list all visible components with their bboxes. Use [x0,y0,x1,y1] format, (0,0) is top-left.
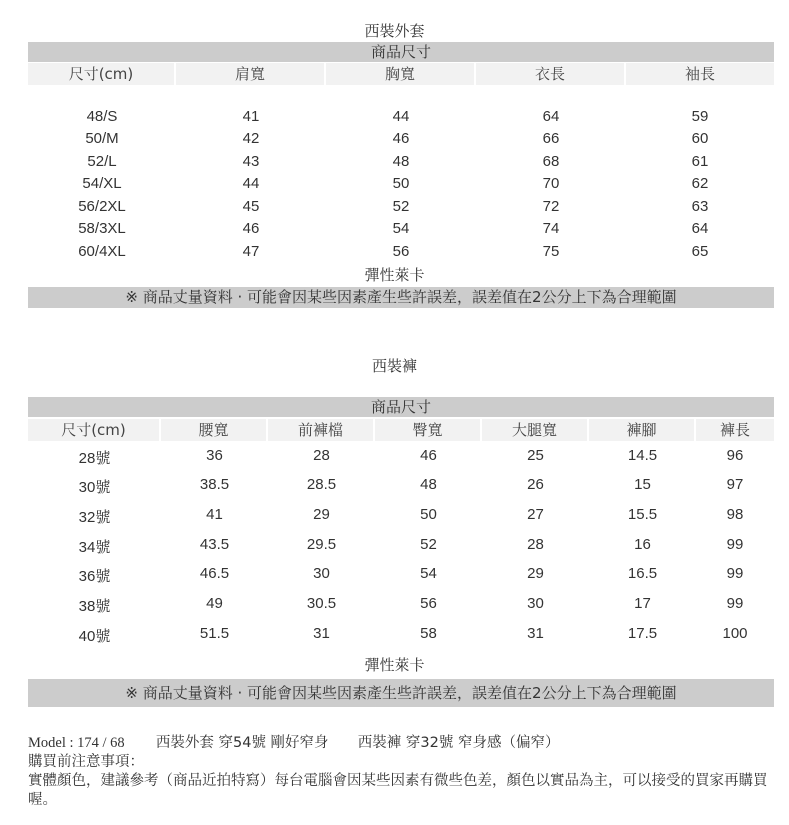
pants-fabric: 彈性萊卡 [364,656,425,674]
pants-cell: 16 [634,536,651,553]
table-row [28,153,774,170]
pants-cell: 43.5 [199,536,230,553]
model-jacket-fit: 西裝外套 穿54號 剛好窄身 [155,735,329,751]
jacket-fabric: 彈性萊卡 [364,266,425,284]
jacket-header-cell: 衣長 [476,63,626,85]
table-row [28,506,774,527]
jacket-size-label: 54/XL [82,175,122,192]
pants-cell: 36 [206,447,223,464]
jacket-cell: 50 [392,175,410,192]
jacket-cell: 43 [242,153,260,170]
pants-size-label: 38號 [78,598,111,615]
table-row [28,108,774,125]
jacket-header-cell: 袖長 [626,63,774,85]
table-row [28,536,774,557]
pants-cell: 54 [420,565,437,582]
pants-cell: 56 [420,595,437,612]
pants-cell: 41 [206,506,223,523]
jacket-cell: 47 [242,243,260,260]
pants-cell: 46 [420,447,437,464]
pants-header-cell: 前褲檔 [268,419,375,441]
jacket-size-label: 56/2XL [78,198,126,215]
pants-size-label: 40號 [78,628,111,645]
jacket-cell: 63 [691,198,709,215]
pants-cell: 26 [527,476,544,493]
pants-cell: 29 [313,506,330,523]
pants-cell: 17 [634,595,651,612]
pants-cell: 46.5 [199,565,230,582]
pants-disclaimer: ※ 商品丈量資料 · 可能會因某些因素產生些許誤差，誤差值在2公分上下為合理範圍 [28,679,774,707]
jacket-header-cell: 肩寬 [176,63,326,85]
jacket-cell: 42 [242,130,260,147]
pants-cell: 58 [420,625,437,642]
jacket-cell: 41 [242,108,260,125]
pants-title: 西裝褲 [371,357,417,375]
pants-cell: 15.5 [627,506,658,523]
jacket-cell: 65 [691,243,709,260]
jacket-cell: 68 [542,153,560,170]
pants-cell: 28 [313,447,330,464]
pants-cell: 99 [726,565,744,582]
pants-cell: 31 [313,625,330,642]
pants-cell: 96 [726,447,744,464]
jacket-cell: 64 [542,108,560,125]
jacket-cell: 60 [691,130,709,147]
pants-cell: 50 [420,506,437,523]
pants-cell: 38.5 [199,476,230,493]
jacket-cell: 46 [392,130,410,147]
pants-cell: 48 [420,476,437,493]
pants-band: 商品尺寸 [28,397,774,417]
jacket-cell: 56 [392,243,410,260]
pants-cell: 49 [206,595,223,612]
jacket-cell: 64 [691,220,709,237]
pants-cell: 28.5 [306,476,337,493]
table-row [28,565,774,586]
jacket-header-row [28,63,774,85]
jacket-cell: 66 [542,130,560,147]
jacket-band: 商品尺寸 [28,42,774,62]
pants-cell: 97 [726,476,744,493]
jacket-cell: 46 [242,220,260,237]
jacket-cell: 45 [242,198,260,215]
pants-size-label: 36號 [78,568,111,585]
pants-cell: 31 [527,625,544,642]
notes-heading: 購買前注意事項： [28,754,144,770]
pants-cell: 25 [527,447,544,464]
pants-cell: 16.5 [627,565,658,582]
pants-header-row [28,419,774,441]
notes-body: 實體顏色，建議參考（商品近拍特寫）每台電腦會因某些因素有微些色差，顏色以實品為主，可以接受的買家再購買喔。 [28,773,768,808]
jacket-cell: 44 [392,108,410,125]
pants-cell: 30 [313,565,330,582]
pants-header-cell: 褲長 [696,419,774,441]
table-row [28,220,774,237]
jacket-size-label: 50/M [85,130,119,147]
pants-cell: 27 [527,506,544,523]
jacket-cell: 70 [542,175,560,192]
pants-cell: 98 [726,506,744,523]
pants-cell: 100 [722,625,748,642]
pants-cell: 30 [527,595,544,612]
pants-size-label: 32號 [78,509,111,526]
pants-size-label: 34號 [78,539,111,556]
pants-size-label: 30號 [78,479,111,496]
jacket-cell: 61 [691,153,709,170]
table-row [28,595,774,616]
pants-cell: 30.5 [306,595,337,612]
pants-cell: 52 [420,536,437,553]
jacket-cell: 52 [392,198,410,215]
table-row [28,243,774,260]
jacket-cell: 72 [542,198,560,215]
model-measurements: Model : 174 / 68 [28,735,125,751]
jacket-size-label: 58/3XL [78,220,126,237]
pants-header-cell: 大腿寬 [482,419,589,441]
jacket-size-label: 60/4XL [78,243,126,260]
jacket-disclaimer: ※ 商品丈量資料 · 可能會因某些因素產生些許誤差，誤差值在2公分上下為合理範圍 [28,287,774,308]
pants-cell: 17.5 [627,625,658,642]
pants-header-cell: 尺寸(cm) [28,419,161,441]
pants-cell: 29 [527,565,544,582]
jacket-cell: 48 [392,153,410,170]
jacket-header-cell: 胸寬 [326,63,476,85]
jacket-cell: 74 [542,220,560,237]
table-row [28,198,774,215]
model-info-line [28,734,788,753]
pants-cell: 99 [726,595,744,612]
jacket-cell: 62 [691,175,709,192]
pants-cell: 29.5 [306,536,337,553]
pants-header-cell: 腰寬 [161,419,268,441]
model-pants-fit: 西裝褲 穿32號 窄身感（偏窄） [357,735,560,751]
jacket-cell: 44 [242,175,260,192]
table-row [28,130,774,147]
pants-cell: 28 [527,536,544,553]
pants-header-cell: 臀寬 [375,419,482,441]
jacket-title: 西裝外套 [364,22,425,40]
jacket-cell: 59 [691,108,709,125]
pants-cell: 51.5 [199,625,230,642]
jacket-cell: 75 [542,243,560,260]
table-row [28,175,774,192]
table-row [28,447,774,468]
pants-header-cell: 褲腳 [589,419,696,441]
jacket-cell: 54 [392,220,410,237]
jacket-size-label: 48/S [86,108,118,125]
pants-size-label: 28號 [78,450,111,467]
pants-cell: 99 [726,536,744,553]
table-row [28,625,774,646]
pants-cell: 15 [634,476,651,493]
jacket-size-label: 52/L [87,153,117,170]
jacket-header-cell: 尺寸(cm) [28,63,176,85]
table-row [28,476,774,497]
pants-cell: 14.5 [627,447,658,464]
